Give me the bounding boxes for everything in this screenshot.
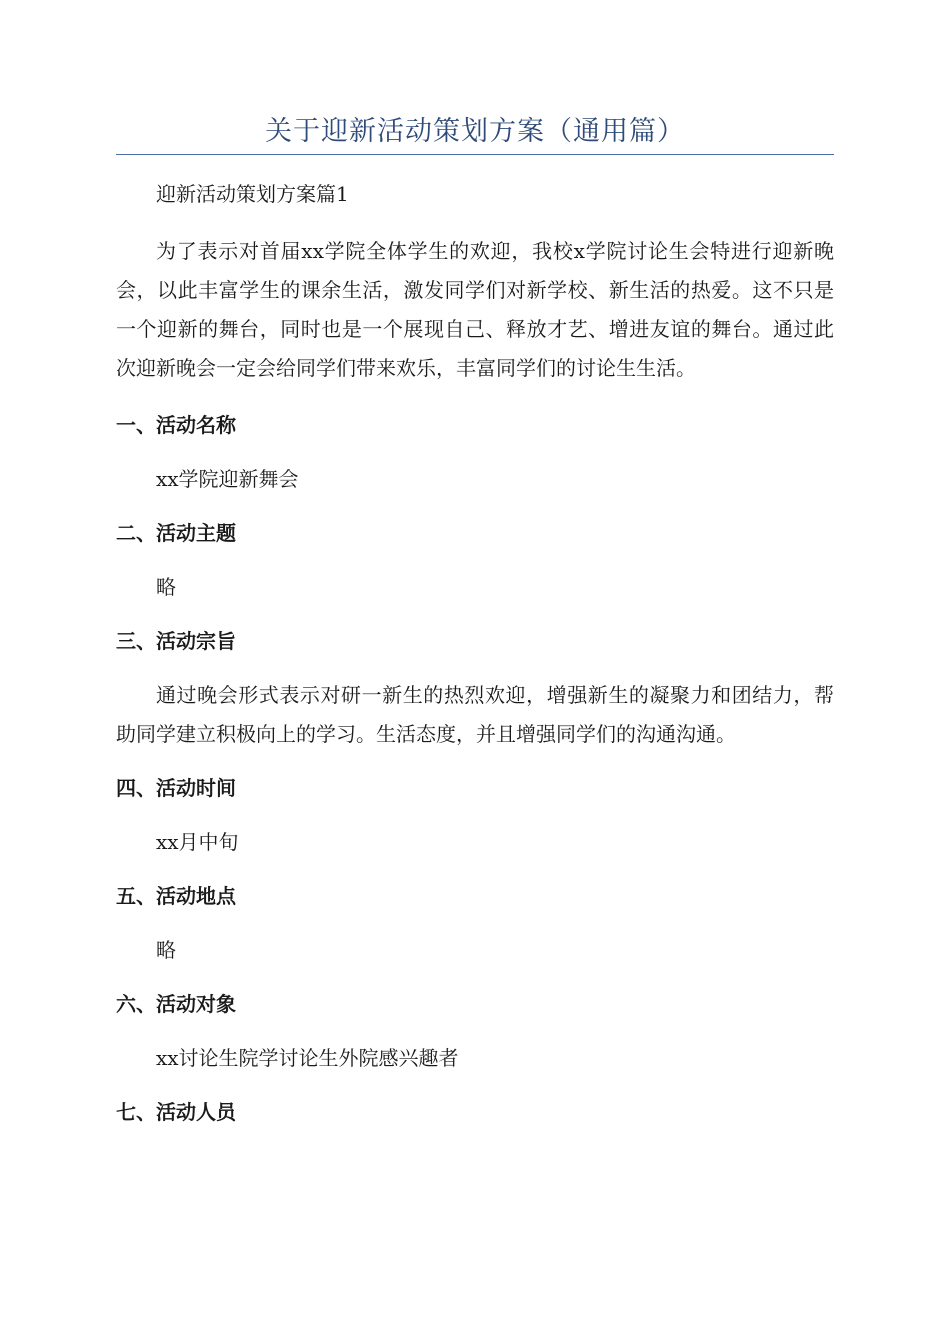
section-heading: 七、活动人员: [116, 1100, 236, 1124]
title-underline: [116, 154, 834, 155]
section-activity-purpose: [116, 622, 834, 769]
section-heading: 三、活动宗旨: [116, 629, 236, 653]
section-body: xx月中旬: [156, 830, 239, 854]
subtitle: 迎新活动策划方案篇1: [156, 182, 349, 206]
section-body: xx讨论生院学讨论生外院感兴趣者: [156, 1046, 459, 1070]
section-activity-theme: [116, 514, 834, 622]
section-activity-time: [116, 769, 834, 877]
section-activity-audience: [116, 985, 834, 1093]
section-heading: 四、活动时间: [116, 776, 236, 800]
section-activity-name: [116, 406, 834, 514]
section-body: 略: [156, 575, 176, 599]
intro-paragraph: 为了表示对首届xx学院全体学生的欢迎，我校x学院讨论生会特进行迎新晚会，以此丰富学生的课余生活，激发同学们对新学校、新生活的热爱。这不只是一个迎新的舞台，同时也是一个展现自己、释放才艺、增进友谊的舞台。通过此次迎新晚会一定会给同学们带来欢乐，丰富同学们的讨论生生活。: [116, 239, 834, 380]
section-body: 通过晚会形式表示对研一新生的热烈欢迎，增强新生的凝聚力和团结力，帮助同学建立积极向上的学习。生活态度，并且增强同学们的沟通沟通。: [116, 683, 834, 746]
section-activity-location: [116, 877, 834, 985]
section-body: 略: [156, 938, 176, 962]
section-heading: 五、活动地点: [116, 884, 236, 908]
section-heading: 六、活动对象: [116, 992, 236, 1016]
document-body: [116, 175, 834, 1132]
section-activity-staff: [116, 1093, 834, 1132]
section-heading: 一、活动名称: [116, 413, 236, 437]
document-title: 关于迎新活动策划方案（通用篇）: [265, 116, 685, 147]
section-body: xx学院迎新舞会: [156, 467, 299, 491]
section-heading: 二、活动主题: [116, 521, 236, 545]
